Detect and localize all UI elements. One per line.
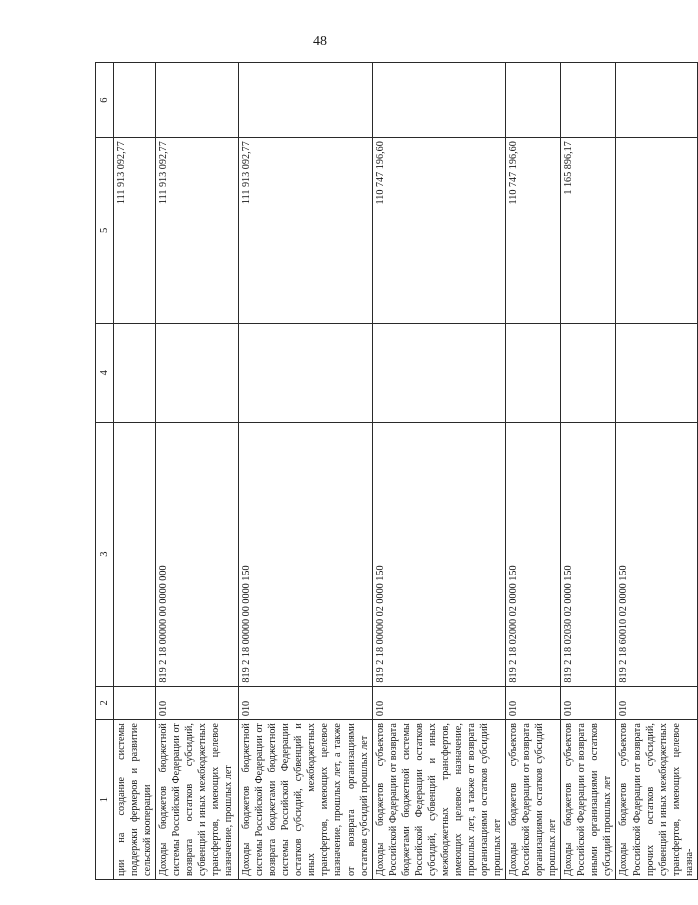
row-kbk: 819 2 18 60010 02 0000 150: [616, 422, 697, 686]
row-kbk: 819 2 18 02030 02 0000 150: [561, 422, 616, 686]
table-row: [156, 63, 239, 880]
rotated-table-container: [95, 62, 695, 880]
row-amount: [616, 138, 697, 323]
header-cell-5: 5: [96, 138, 114, 323]
row-code: [114, 686, 156, 720]
row-name: Доходы бюджетов субъектов Российской Федерации от возврата организациями остатков субсидий прошлых лет: [506, 720, 561, 880]
row-col4: [561, 323, 616, 422]
row-name: ции на создание системы поддержки фермеров и развитие сельской кооперации: [114, 720, 156, 880]
row-amount: 110 747 196,60: [372, 138, 505, 323]
row-col4: [506, 323, 561, 422]
row-name: Доходы бюджетов бюджетной системы Российской Федерации от возврата бюджетами бюджетной системы Российской Федерации остатков субсидий, субвенций и иных межбюджетных трансфертов, имеющих целевое назначение, прошлых лет, а также от возврата организациями остатков субсидий прошлых лет: [239, 720, 372, 880]
row-col6: [372, 63, 505, 138]
header-cell-3: 3: [96, 422, 114, 686]
row-amount: 111 913 092,77: [239, 138, 372, 323]
row-code: 010: [239, 686, 372, 720]
row-kbk: 819 2 18 00000 00 0000 150: [239, 422, 372, 686]
row-amount: 1 165 896,17: [561, 138, 616, 323]
row-col6: [506, 63, 561, 138]
row-amount: 111 913 092,77: [156, 138, 239, 323]
row-kbk: 819 2 18 00000 00 0000 000: [156, 422, 239, 686]
table-header-row: [96, 63, 114, 880]
page-number: 48: [313, 34, 327, 49]
row-kbk: 819 2 18 02000 02 0000 150: [506, 422, 561, 686]
row-kbk: [114, 422, 156, 686]
row-name: Доходы бюджетов субъектов Российской Федерации от возврата прочих остатков субсидий, субвенций и иных межбюджетных трансфертов, имеющих целевое назна-: [616, 720, 697, 880]
row-kbk: 819 2 18 00000 02 0000 150: [372, 422, 505, 686]
row-col6: [114, 63, 156, 138]
row-name: Доходы бюджетов субъектов Российской Федерации от возврата бюджетами бюджетной системы Российской Федерации остатков субсидий, субвенций и иных межбюджетных трансфертов, имеющих целевое назначение, прошлых лет, а также от возврата организациями остатков субсидий прошлых лет: [372, 720, 505, 880]
table-row: [506, 63, 561, 880]
row-col4: [156, 323, 239, 422]
row-col6: [239, 63, 372, 138]
table-row: [239, 63, 372, 880]
row-name: Доходы бюджетов бюджетной системы Российской Федерации от возврата остатков субсидий, субвенций и иных межбюджетных трансфертов, имеющих целевое назначение, прошлых лет: [156, 720, 239, 880]
row-code: 010: [561, 686, 616, 720]
row-code: 010: [616, 686, 697, 720]
header-cell-6: 6: [96, 63, 114, 138]
row-code: 010: [372, 686, 505, 720]
row-code: 010: [156, 686, 239, 720]
revenue-table: [95, 62, 698, 880]
row-col6: [561, 63, 616, 138]
row-col4: [616, 323, 697, 422]
row-col6: [156, 63, 239, 138]
row-col6: [616, 63, 697, 138]
row-code: 010: [506, 686, 561, 720]
row-col4: [114, 323, 156, 422]
table-row: [616, 63, 697, 880]
header-cell-1: 1: [96, 720, 114, 880]
row-col4: [372, 323, 505, 422]
table-row: [372, 63, 505, 880]
header-cell-2: 2: [96, 686, 114, 720]
table-row: [561, 63, 616, 880]
row-amount: 110 747 196,60: [506, 138, 561, 323]
row-name: Доходы бюджетов субъектов Российской Федерации от возврата иными организациями остатков субсидий прошлых лет: [561, 720, 616, 880]
row-col4: [239, 323, 372, 422]
row-amount: 111 913 092,77: [114, 138, 156, 323]
table-row: [114, 63, 156, 880]
header-cell-4: 4: [96, 323, 114, 422]
